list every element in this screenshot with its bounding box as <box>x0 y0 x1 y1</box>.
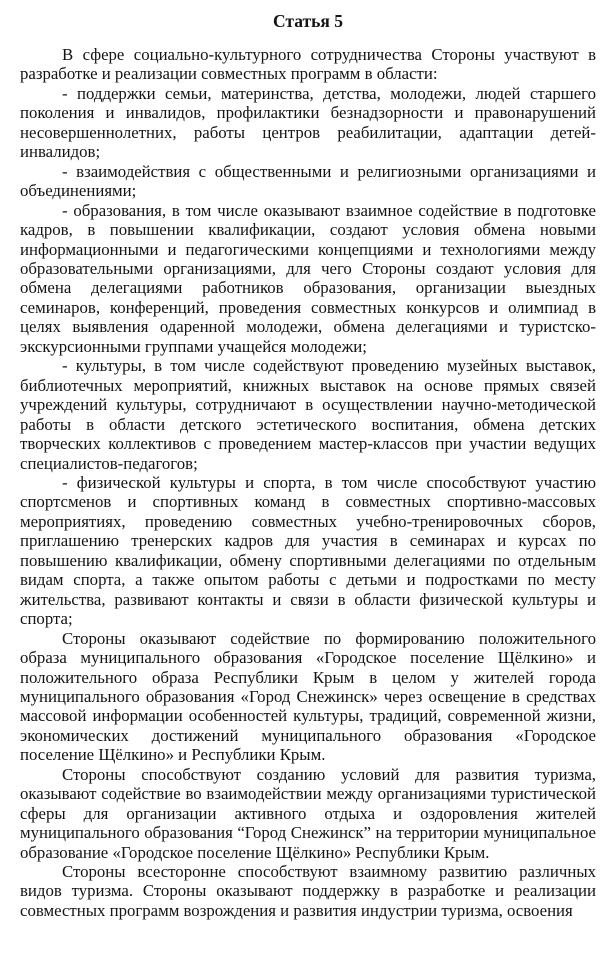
paragraph-tourism-development: Стороны всесторонне способствуют взаимному развитию различных видов туризма. Стороны оказывают поддержку в разработке и реализации совместных программ возрождения и развития индустрии туризма, освоения <box>20 862 596 920</box>
paragraph-positive-image: Стороны оказывают содействие по формированию положительного образа муниципального образования «Городское поселение Щёлкино» и положительного образа Республики Крым в целом у жителей города муниципального образования «Город Снежинск» через освещение в средствах массовой информации особенностей культуры, традиций, современной жизни, экономических достижений муниципального образования «Городское поселение Щёлкино» и Республики Крым. <box>20 628 596 765</box>
paragraph-education: - образования, в том числе оказывают взаимное содействие в подготовке кадров, в повышении квалификации, создают условия обмена новыми информационными и педагогическими концепциями и технологиями между образовательными организациями, для чего Стороны создают условия для обмена делегациями работников образования, организации выездных семинаров, конференций, проведения совместных конкурсов и олимпиад в целях выявления одаренной молодежи, обмена делегациями и туристско-экскурсионными группами учащейся молодежи; <box>20 200 596 356</box>
paragraph-culture: - культуры, в том числе содействуют проведению музейных выставок, библиотечных мероприятий, книжных выставок на основе прямых связей учреждений культуры, сотрудничают в осуществлении научно-методической работы в области детского эстетического воспитания, обмена детских творческих коллективов с проведением мастер-классов при участии ведущих специалистов-педагогов; <box>20 356 596 473</box>
paragraph-intro: В сфере социально-культурного сотрудничества Стороны участвуют в разработке и реализации совместных программ в области: <box>20 45 596 84</box>
paragraph-sport: - физической культуры и спорта, в том числе способствуют участию спортсменов и спортивных команд в совместных спортивно-массовых мероприятиях, проведению совместных учебно-тренировочных сборов, приглашению тренерских кадров для участия в семинарах и курсах по повышению квалификации, обмену спортивными делегациями по отдельным видам спорта, а также опытом работы с детьми и подростками по месту жительства, развивают контакты и связи в области физической культуры и спорта; <box>20 472 596 629</box>
paragraph-tourism-conditions: Стороны способствуют созданию условий для развития туризма, оказывают содействие во взаимодействии между организациями туристической сферы для организации активного отдыха и оздоровления жителей муниципального образования “Город Снежинск” на территории муниципальное образование «Городское поселение Щёлкино» Республики Крым. <box>20 764 596 862</box>
paragraph-public-organizations: - взаимодействия с общественными и религиозными организациями и объединениями; <box>20 161 596 201</box>
paragraph-family-support: - поддержки семьи, материнства, детства, молодежи, людей старшего поколения и инвалидов, профилактики безнадзорности и правонарушений несовершеннолетних, работы центров реабилитации, адаптации детей-инвалидов; <box>20 83 596 162</box>
article-body <box>20 45 596 920</box>
article-title: Статья 5 <box>273 11 343 31</box>
